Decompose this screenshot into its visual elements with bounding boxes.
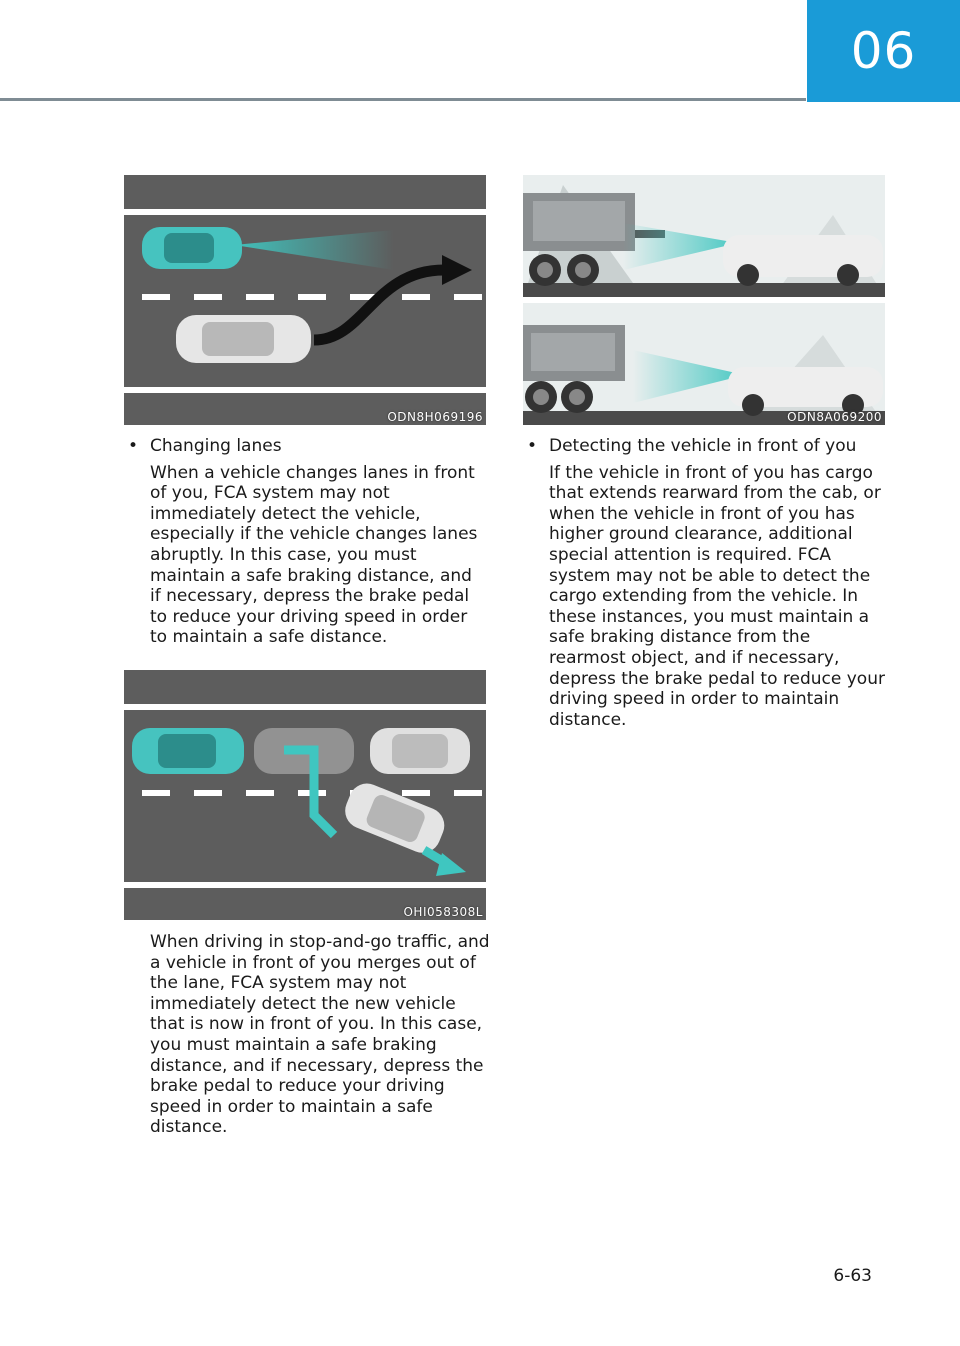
figure-stop-and-go [124,670,486,920]
figure-code: OHI058308L [403,905,483,919]
paragraph-stop-and-go: When driving in stop-and-go traffic, and a vehicle in front of you merges out of the lane, FCA system may not immediately detect the new vehicle that is now in front of you. In this case, you must maintain a safe braking distance, and if necessary, depress the brake pedal to reduce your driving speed in order to maintain a safe distance. [150,932,490,1138]
cargo-illustration [523,175,885,425]
page-number: 6-63 [833,1266,872,1286]
bullet-title: Detecting the vehicle in front of you [549,436,857,456]
bullet-dot: • [128,436,139,456]
bullet-title: Changing lanes [150,436,282,456]
figure-code: ODN8A069200 [787,410,882,424]
chapter-tab: 06 [807,0,960,102]
figure-changing-lanes [124,175,486,425]
bullet-body: If the vehicle in front of you has cargo that extends rearward from the cab, or when the vehicle in front of you has higher ground clearance, additional special attention is required. FCA system may not be able to detect the cargo extending from the vehicle. In these instances, you must maintain a safe braking distance from the rearmost object, and if necessary, depress the brake pedal to reduce your driving speed in order to maintain distance. [549,462,885,730]
header-rule [0,98,806,101]
bullet-changing-lanes [128,436,486,648]
changing-lanes-illustration [124,175,486,425]
bullet-body: When a vehicle changes lanes in front of you, FCA system may not immediately detect the vehicle, especially if the vehicle changes lanes abruptly. In this case, you must maintain a safe braking distance, and if necessary, depress the brake pedal to reduce your driving speed in order to maintain a safe distance. [150,462,478,648]
figure-cargo-detection [523,175,885,425]
figure-code: ODN8H069196 [387,410,483,424]
bullet-detecting-vehicle [527,436,885,730]
stop-and-go-illustration [124,670,486,920]
bullet-dot: • [527,436,538,456]
